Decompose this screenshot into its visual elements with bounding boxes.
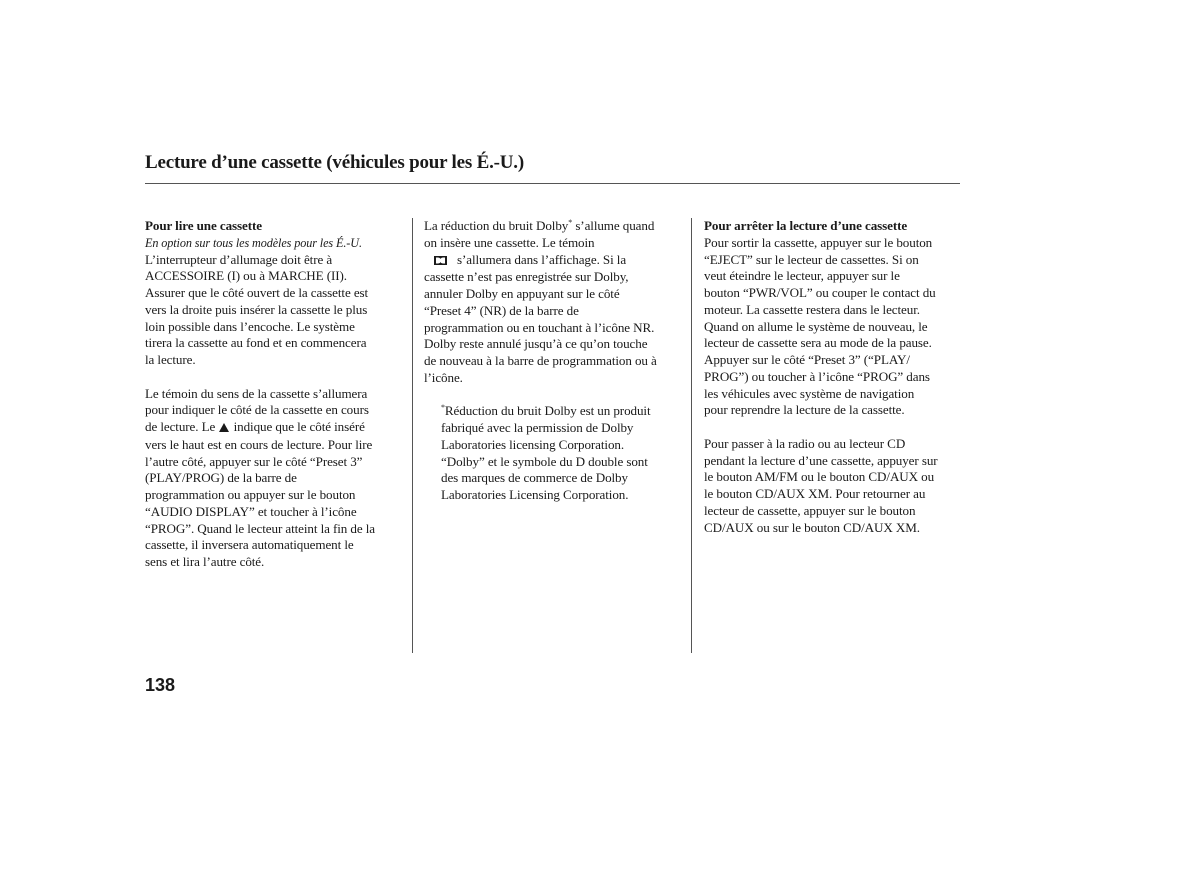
text-line: “PROG”. Quand le lecteur atteint la fin de la	[145, 520, 376, 536]
up-triangle-icon	[219, 420, 229, 437]
column-middle	[424, 218, 680, 504]
text-line: Assurer que le côté ouvert de la cassette est	[145, 285, 369, 300]
text-fragment: La réduction du bruit Dolby	[424, 218, 569, 233]
text-line: les véhicules avec système de navigation	[704, 385, 915, 401]
footnote-line: fabriqué avec la permission de Dolby	[441, 420, 634, 435]
text-line: Dolby reste annulé jusqu’à ce qu’on touche	[424, 336, 648, 352]
text-line: “EJECT” sur le lecteur de cassettes. Si on	[704, 251, 919, 267]
text-line: pendant la lecture d’une cassette, appuyer sur	[704, 452, 938, 468]
text-line	[145, 419, 397, 437]
text-line: Pour sortir la cassette, appuyer sur le bouton	[704, 234, 933, 250]
footnote-marker: *	[568, 218, 573, 227]
text-line: la lecture.	[145, 352, 196, 367]
footnote-line	[424, 403, 680, 420]
text-line: (PLAY/PROG) de la barre de	[145, 470, 297, 486]
text-line: Le témoin du sens de la cassette s’allumera	[145, 385, 368, 401]
text-line: programmation ou en touchant à l’icône NR.	[424, 319, 655, 335]
text-line: annuler Dolby en appuyant sur le côté	[424, 286, 620, 301]
text-line: bouton “PWR/VOL” ou couper le contact du	[704, 285, 936, 300]
footnote-marker: *	[441, 403, 445, 413]
title-divider	[145, 183, 960, 184]
text-fragment: s’allume quand	[575, 218, 655, 233]
text-line	[424, 218, 680, 235]
text-fragment: de lecture. Le	[145, 419, 216, 434]
text-line: sens et lira l’autre côté.	[145, 554, 265, 569]
text-line: programmation ou appuyer sur le bouton	[145, 487, 356, 502]
text-line: le bouton CD/AUX XM. Pour retourner au	[704, 486, 926, 501]
text-line: Quand on allume le système de nouveau, le	[704, 318, 928, 334]
footnote-line: des marques de commerce de Dolby	[441, 470, 628, 486]
text-fragment: Réduction du bruit Dolby est un produit	[444, 403, 651, 419]
text-line: vers la droite puis insérer la cassette le plus	[145, 301, 368, 317]
page-title: Lecture d’une cassette (véhicules pour les É.-U.)	[145, 152, 524, 173]
text-line: lecteur de cassette sera au mode de la pause.	[704, 335, 932, 351]
text-line: l’autre côté, appuyer sur le côté “Preset 3”	[145, 453, 363, 469]
text-line: Pour passer à la radio ou au lecteur CD	[704, 435, 906, 451]
text-line: CD/AUX ou sur le bouton CD/AUX XM.	[704, 519, 920, 535]
text-line: PROG”) ou toucher à l’icône “PROG” dans	[704, 368, 930, 384]
text-line: pour indiquer le côté de la cassette en cours	[145, 402, 369, 418]
text-line: le bouton AM/FM ou le bouton CD/AUX ou	[704, 469, 935, 485]
page-number: 138	[145, 675, 176, 695]
text-line: veut éteindre le lecteur, appuyer sur le	[704, 268, 900, 284]
text-line: tirera la cassette au fond et en commencera	[145, 335, 367, 351]
text-line: loin possible dans l’encoche. Le système	[145, 318, 355, 334]
text-fragment: s’allumera dans l’affichage. Si la	[457, 251, 627, 267]
availability-note: En option sur tous les modèles pour les É.-U.	[145, 235, 362, 250]
text-line: l’icône.	[424, 369, 463, 385]
text-line	[424, 252, 680, 270]
text-line: moteur. La cassette restera dans le lecteur.	[704, 301, 920, 317]
column-left	[145, 218, 397, 571]
text-line: vers le haut est en cours de lecture. Pour lire	[145, 436, 373, 452]
text-line: Appuyer sur le côté “Preset 3” (“PLAY/	[704, 352, 910, 367]
text-line: “AUDIO DISPLAY” et toucher à l’icône	[145, 503, 357, 519]
section-heading-play: Pour lire une cassette	[145, 218, 262, 233]
text-line: ACCESSOIRE (I) ou à MARCHE (II).	[145, 268, 347, 284]
paragraph-gap	[424, 387, 680, 404]
text-line: L’interrupteur d’allumage doit être à	[145, 251, 333, 267]
column-divider	[412, 218, 413, 653]
column-divider	[691, 218, 692, 653]
text-line: lecteur de cassette, appuyer sur le bouton	[704, 502, 916, 518]
text-line: de nouveau à la barre de programmation ou à	[424, 353, 657, 368]
dolby-double-d-icon	[434, 253, 447, 270]
text-line: “Preset 4” (NR) de la barre de	[424, 302, 579, 318]
footnote-line: Laboratories Licensing Corporation.	[441, 487, 629, 502]
text-line: cassette, il inversera automatiquement le	[145, 537, 354, 553]
text-fragment: indique que le côté inséré	[233, 419, 365, 434]
text-line: cassette n’est pas enregistrée sur Dolby,	[424, 269, 629, 285]
column-right	[704, 218, 962, 536]
section-heading-stop: Pour arrêter la lecture d’une cassette	[704, 218, 908, 233]
paragraph-gap	[704, 419, 962, 436]
text-line: pour reprendre la lecture de la cassette.	[704, 402, 905, 418]
paragraph-gap	[145, 369, 397, 386]
text-line: on insère une cassette. Le témoin	[424, 234, 595, 250]
footnote-line: Laboratories licensing Corporation.	[441, 436, 625, 452]
footnote-line: “Dolby” et le symbole du D double sont	[441, 453, 648, 469]
